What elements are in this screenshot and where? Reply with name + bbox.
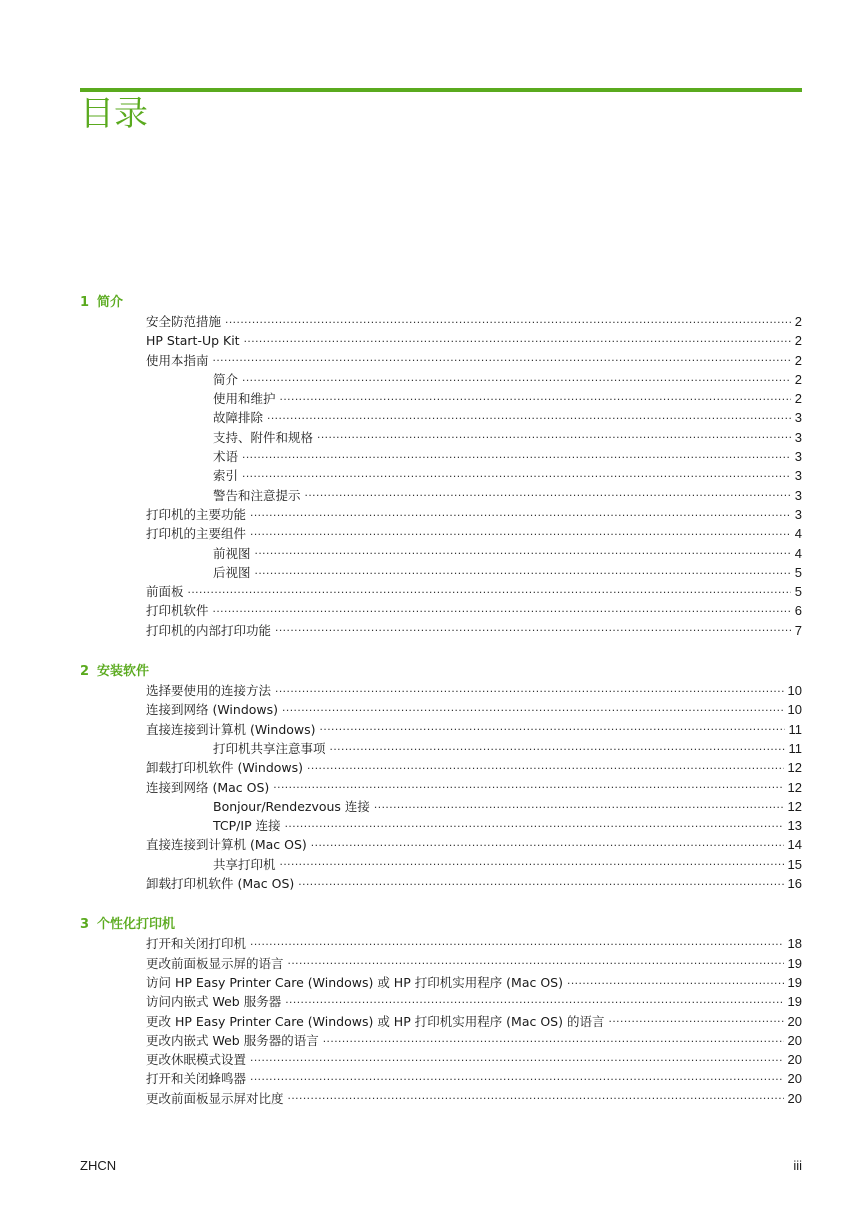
toc-entry[interactable] [80, 466, 802, 485]
chapter-heading[interactable] [80, 915, 802, 934]
toc-entry-label: 警告和注意提示 [213, 487, 301, 503]
toc-entry[interactable] [80, 601, 802, 620]
toc-entry-page: 12 [787, 779, 802, 795]
dot-leader [298, 876, 783, 888]
toc-entry-label: 打印机的主要组件 [146, 526, 247, 542]
toc-entry[interactable] [80, 681, 802, 700]
dot-leader [275, 623, 791, 635]
toc-entry[interactable] [80, 778, 802, 797]
toc-entry-page: 10 [787, 702, 802, 718]
dot-leader [242, 468, 791, 480]
toc-entry[interactable] [80, 835, 802, 854]
chapter-heading[interactable] [80, 293, 802, 312]
toc-entry-label: 术语 [213, 449, 239, 465]
dot-leader [250, 507, 791, 519]
dot-leader [311, 837, 784, 849]
chapter-title: 安装软件 [97, 664, 150, 680]
toc-entry-page: 2 [794, 391, 802, 407]
dot-leader [242, 449, 791, 461]
dot-leader [285, 818, 784, 830]
toc-entry-label: 更改前面板显示屏对比度 [146, 1090, 284, 1106]
toc-entry-label: 更改前面板显示屏的语言 [146, 955, 284, 971]
toc-entry-page: 3 [794, 449, 802, 465]
toc-entry-label: 索引 [213, 468, 239, 484]
dot-leader [280, 857, 784, 869]
toc-entry-label: 打开和关闭蜂鸣器 [146, 1071, 247, 1087]
toc-entry-label: 简介 [213, 371, 239, 387]
toc-entry-page: 4 [794, 526, 802, 542]
toc-entry[interactable] [80, 563, 802, 582]
toc-entry[interactable] [80, 992, 802, 1011]
toc-entry-page: 2 [794, 352, 802, 368]
toc-chapter [80, 662, 802, 893]
toc-entry-label: HP Start-Up Kit [146, 333, 240, 349]
toc-entry-page: 19 [787, 994, 802, 1010]
toc-entry-page: 3 [794, 429, 802, 445]
toc-entry-label: 直接连接到计算机 (Mac OS) [146, 837, 307, 853]
dot-leader [250, 1052, 784, 1064]
page-title: 目录 [80, 94, 148, 134]
chapter-number: 1 [80, 295, 90, 310]
toc-entry-page: 3 [794, 487, 802, 503]
toc-entry-label: TCP/IP 连接 [213, 818, 281, 834]
toc-entry[interactable] [80, 505, 802, 524]
toc-entry-label: 使用和维护 [213, 391, 276, 407]
toc-entry-page: 11 [788, 721, 802, 737]
dot-leader [307, 760, 784, 772]
dot-leader [267, 410, 791, 422]
dot-leader [255, 565, 791, 577]
toc-entry-label: 选择要使用的连接方法 [146, 683, 272, 699]
toc-entry-page: 12 [787, 798, 802, 814]
toc-entry-label: 后视图 [213, 564, 251, 580]
toc-entry-label: 访问 HP Easy Printer Care (Windows) 或 HP 打印机实用程序 (Mac OS) [146, 974, 563, 990]
dot-leader [282, 702, 784, 714]
toc-entry-page: 11 [788, 740, 802, 756]
title-rule [80, 88, 802, 92]
toc-entry[interactable] [80, 447, 802, 466]
toc-entry[interactable] [80, 1050, 802, 1069]
toc-entry-label: 共享打印机 [213, 856, 276, 872]
toc-entry[interactable] [80, 582, 802, 601]
dot-leader [213, 353, 791, 365]
toc-entry-label: 更改内嵌式 Web 服务器的语言 [146, 1032, 319, 1048]
toc-entry-label: 使用本指南 [146, 352, 209, 368]
toc-entry-label: 访问内嵌式 Web 服务器 [146, 994, 282, 1010]
toc-entry-page: 20 [787, 1032, 802, 1048]
toc-entry[interactable] [80, 544, 802, 563]
toc-entry-label: 打开和关闭打印机 [146, 936, 247, 952]
toc-entry-page: 6 [794, 603, 802, 619]
toc-entry[interactable] [80, 408, 802, 427]
dot-leader [567, 975, 784, 987]
toc-entry[interactable] [80, 389, 802, 408]
toc-entry-label: 打印机共享注意事项 [213, 740, 326, 756]
footer-left: ZHCN [80, 1158, 117, 1173]
toc-entry-label: 故障排除 [213, 410, 264, 426]
dot-leader [285, 994, 783, 1006]
toc-entry-page: 7 [794, 622, 802, 638]
dot-leader [188, 584, 791, 596]
toc-entry-page: 20 [787, 1071, 802, 1087]
toc-entry-page: 4 [794, 545, 802, 561]
dot-leader [242, 372, 791, 384]
dot-leader [250, 526, 791, 538]
toc-entry-page: 12 [787, 760, 802, 776]
toc-entry-page: 18 [787, 936, 802, 952]
toc-entry-label: Bonjour/Rendezvous 连接 [213, 798, 370, 814]
dot-leader [250, 936, 784, 948]
toc-entry-page: 5 [794, 584, 802, 600]
toc-entry-page: 20 [787, 1090, 802, 1106]
toc-entry[interactable] [80, 1089, 802, 1108]
toc-entry-page: 13 [787, 818, 802, 834]
page-number: iii [793, 1158, 802, 1173]
toc-chapter [80, 915, 802, 1108]
chapter-heading[interactable] [80, 662, 802, 681]
toc-entry-page: 2 [794, 314, 802, 329]
dot-leader [320, 722, 785, 734]
toc-entry[interactable] [80, 758, 802, 777]
toc-entry[interactable] [80, 370, 802, 389]
chapter-number: 2 [80, 664, 90, 680]
toc-entry[interactable] [80, 351, 802, 370]
dot-leader [305, 488, 791, 500]
toc-entry-label: 卸载打印机软件 (Windows) [146, 760, 304, 776]
table-of-contents [80, 293, 802, 1130]
chapter-title: 个性化打印机 [97, 917, 176, 933]
dot-leader [225, 314, 791, 326]
toc-entry[interactable] [80, 973, 802, 992]
toc-entry[interactable] [80, 331, 802, 350]
toc-entry-label: 打印机的内部打印功能 [146, 622, 272, 638]
toc-entry-label: 前面板 [146, 584, 184, 600]
toc-entry-label: 前视图 [213, 545, 251, 561]
dot-leader [288, 956, 784, 968]
dot-leader [273, 780, 783, 792]
dot-leader [330, 741, 785, 753]
toc-entry[interactable] [80, 1031, 802, 1050]
toc-entry[interactable] [80, 1069, 802, 1088]
toc-entry-page: 3 [794, 468, 802, 484]
toc-entry[interactable] [80, 486, 802, 505]
toc-entry-page: 3 [794, 506, 802, 522]
toc-entry[interactable] [80, 954, 802, 973]
chapter-title: 简介 [97, 295, 124, 310]
toc-entry-page: 14 [787, 837, 802, 853]
toc-entry[interactable] [80, 797, 802, 816]
toc-entry[interactable] [80, 621, 802, 640]
toc-entry[interactable] [80, 934, 802, 953]
dot-leader [374, 799, 784, 811]
toc-entry[interactable] [80, 524, 802, 543]
toc-entry-label: 打印机软件 [146, 603, 209, 619]
toc-entry-label: 更改休眠模式设置 [146, 1052, 247, 1068]
toc-entry-page: 20 [787, 1052, 802, 1068]
toc-entry[interactable] [80, 720, 802, 739]
dot-leader [280, 391, 791, 403]
toc-entry-label: 安全防范措施 [146, 314, 222, 329]
dot-leader [250, 1071, 784, 1083]
toc-entry[interactable] [80, 816, 802, 835]
toc-entry[interactable] [80, 312, 802, 331]
dot-leader [213, 603, 791, 615]
toc-entry-page: 3 [794, 410, 802, 426]
chapter-number: 3 [80, 917, 90, 933]
toc-entry[interactable] [80, 1012, 802, 1031]
toc-entry-page: 2 [794, 371, 802, 387]
dot-leader [317, 430, 791, 442]
toc-entry-page: 2 [794, 333, 802, 349]
toc-entry-label: 直接连接到计算机 (Windows) [146, 721, 316, 737]
toc-entry-page: 19 [787, 955, 802, 971]
dot-leader [255, 546, 791, 558]
dot-leader [275, 683, 784, 695]
toc-entry-label: 支持、附件和规格 [213, 429, 314, 445]
toc-entry-label: 连接到网络 (Mac OS) [146, 779, 270, 795]
dot-leader [608, 1014, 783, 1026]
toc-entry-page: 16 [787, 876, 802, 892]
toc-entry-label: 打印机的主要功能 [146, 506, 247, 522]
dot-leader [323, 1033, 784, 1045]
toc-entry-label: 卸载打印机软件 (Mac OS) [146, 876, 295, 892]
toc-entry-label: 连接到网络 (Windows) [146, 702, 279, 718]
toc-entry-page: 20 [787, 1013, 802, 1029]
dot-leader [288, 1091, 784, 1103]
toc-chapter [80, 293, 802, 640]
toc-entry-page: 19 [787, 974, 802, 990]
toc-entry[interactable] [80, 700, 802, 719]
toc-entry-page: 10 [787, 683, 802, 699]
dot-leader [244, 333, 791, 345]
toc-entry-page: 5 [794, 564, 802, 580]
toc-entry-label: 更改 HP Easy Printer Care (Windows) 或 HP 打印机实用程序 (Mac OS) 的语言 [146, 1013, 605, 1029]
toc-entry[interactable] [80, 855, 802, 874]
toc-entry[interactable] [80, 428, 802, 447]
toc-entry[interactable] [80, 739, 802, 758]
toc-entry[interactable] [80, 874, 802, 893]
toc-entry-page: 15 [787, 856, 802, 872]
